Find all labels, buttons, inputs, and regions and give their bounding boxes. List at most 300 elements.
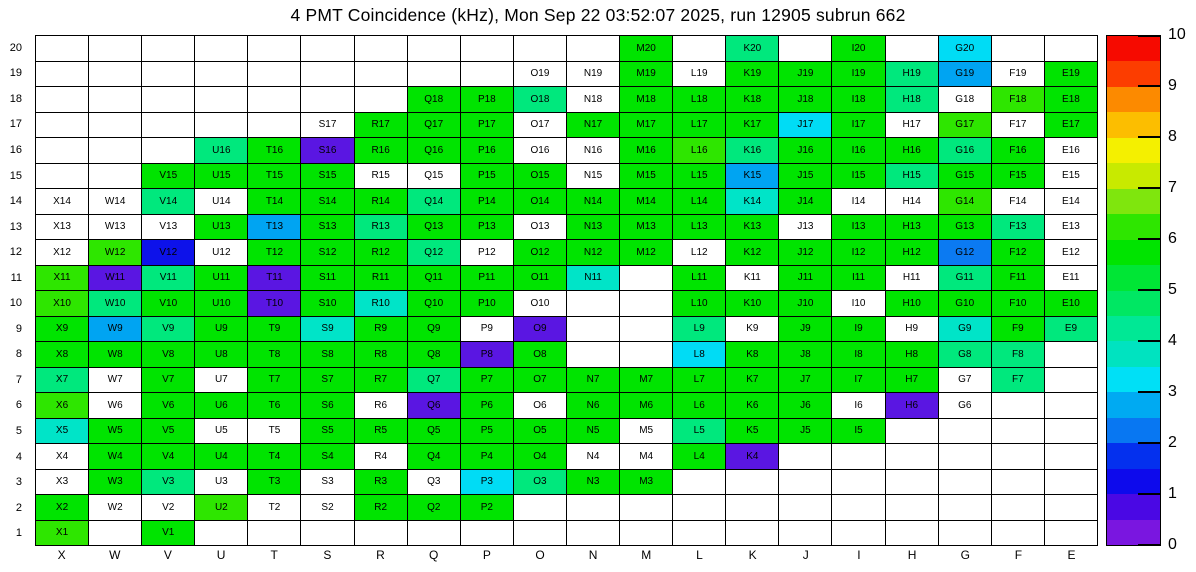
heatmap-cell-R4: R4 [355, 444, 408, 470]
heatmap-cell-T11: T11 [248, 266, 301, 292]
heatmap-cell-L11: L11 [673, 266, 726, 292]
heatmap-cell-empty [142, 87, 195, 113]
heatmap-cell-U6: U6 [195, 393, 248, 419]
heatmap-cell-empty [620, 521, 673, 547]
heatmap-cell-empty [992, 470, 1045, 496]
heatmap-cell-J14: J14 [779, 189, 832, 215]
heatmap-cell-X4: X4 [36, 444, 89, 470]
heatmap-cell-empty [461, 521, 514, 547]
heatmap-cell-T10: T10 [248, 291, 301, 317]
heatmap-cell-E19: E19 [1045, 62, 1098, 88]
heatmap-cell-P15: P15 [461, 164, 514, 190]
heatmap-cell-empty [36, 62, 89, 88]
heatmap-cell-empty [832, 470, 885, 496]
heatmap-cell-X13: X13 [36, 215, 89, 241]
heatmap-cell-S8: S8 [301, 342, 354, 368]
heatmap-cell-O10: O10 [514, 291, 567, 317]
heatmap-cell-I18: I18 [832, 87, 885, 113]
heatmap-cell-G6: G6 [939, 393, 992, 419]
heatmap-cell-empty [142, 113, 195, 139]
colorbar-tick-0 [1138, 544, 1160, 546]
heatmap-cell-empty [1045, 419, 1098, 445]
heatmap-cell-empty [992, 521, 1045, 547]
heatmap-cell-empty [939, 444, 992, 470]
heatmap-cell-Q10: Q10 [408, 291, 461, 317]
heatmap-cell-N16: N16 [567, 138, 620, 164]
x-axis-label-Q: Q [429, 548, 439, 562]
colorbar-tick-7 [1138, 187, 1160, 189]
heatmap-cell-S11: S11 [301, 266, 354, 292]
heatmap-cell-empty [992, 36, 1045, 62]
heatmap-cell-X1: X1 [36, 521, 89, 547]
x-axis-label-K: K [748, 548, 757, 562]
heatmap-cell-empty [779, 470, 832, 496]
chart-title: 4 PMT Coincidence (kHz), Mon Sep 22 03:52:07 2025, run 12905 subrun 662 [290, 5, 906, 25]
heatmap-cell-K16: K16 [726, 138, 779, 164]
heatmap-cell-empty [89, 62, 142, 88]
heatmap-cell-K13: K13 [726, 215, 779, 241]
heatmap-cell-empty [832, 444, 885, 470]
heatmap-cell-L18: L18 [673, 87, 726, 113]
heatmap-cell-E11: E11 [1045, 266, 1098, 292]
heatmap-cell-K5: K5 [726, 419, 779, 445]
heatmap-cell-S9: S9 [301, 317, 354, 343]
heatmap-cell-L4: L4 [673, 444, 726, 470]
heatmap-cell-O4: O4 [514, 444, 567, 470]
heatmap-cell-O13: O13 [514, 215, 567, 241]
heatmap-cell-G11: G11 [939, 266, 992, 292]
heatmap-cell-V14: V14 [142, 189, 195, 215]
heatmap-cell-S17: S17 [301, 113, 354, 139]
heatmap-cell-O11: O11 [514, 266, 567, 292]
heatmap-cell-H6: H6 [886, 393, 939, 419]
heatmap-cell-P7: P7 [461, 368, 514, 394]
heatmap-cell-empty [89, 138, 142, 164]
heatmap-cell-empty [992, 393, 1045, 419]
heatmap-cell-O17: O17 [514, 113, 567, 139]
heatmap-cell-P4: P4 [461, 444, 514, 470]
heatmap-cell-empty [832, 521, 885, 547]
heatmap-cell-empty [142, 36, 195, 62]
heatmap-cell-N19: N19 [567, 62, 620, 88]
heatmap-cell-U10: U10 [195, 291, 248, 317]
heatmap-cell-empty [620, 495, 673, 521]
heatmap-cell-R13: R13 [355, 215, 408, 241]
y-axis-label-20: 20 [9, 41, 22, 54]
heatmap-cell-empty [832, 495, 885, 521]
heatmap-cell-empty [939, 419, 992, 445]
heatmap-cell-empty [726, 495, 779, 521]
heatmap-cell-M3: M3 [620, 470, 673, 496]
heatmap-cell-W5: W5 [89, 419, 142, 445]
heatmap-cell-O14: O14 [514, 189, 567, 215]
heatmap-cell-J5: J5 [779, 419, 832, 445]
heatmap-cell-E14: E14 [1045, 189, 1098, 215]
heatmap-cell-N11: N11 [567, 266, 620, 292]
heatmap-cell-empty [248, 521, 301, 547]
heatmap-cell-empty [992, 444, 1045, 470]
heatmap-cell-empty [461, 62, 514, 88]
x-axis-label-H: H [907, 548, 917, 562]
colorbar-band [1107, 240, 1160, 265]
heatmap-cell-G16: G16 [939, 138, 992, 164]
heatmap-cell-U4: U4 [195, 444, 248, 470]
heatmap-cell-empty [195, 521, 248, 547]
heatmap-cell-N18: N18 [567, 87, 620, 113]
heatmap-cell-U7: U7 [195, 368, 248, 394]
heatmap-cell-H13: H13 [886, 215, 939, 241]
heatmap-cell-J17: J17 [779, 113, 832, 139]
heatmap-cell-U12: U12 [195, 240, 248, 266]
x-axis-label-F: F [1014, 548, 1023, 562]
heatmap-cell-N4: N4 [567, 444, 620, 470]
heatmap-cell-V1: V1 [142, 521, 195, 547]
y-axis-label-4: 4 [15, 450, 22, 463]
heatmap-cell-I13: I13 [832, 215, 885, 241]
heatmap-cell-N15: N15 [567, 164, 620, 190]
colorbar-tick-1 [1138, 493, 1160, 495]
x-axis-label-G: G [960, 548, 970, 562]
heatmap-cell-U15: U15 [195, 164, 248, 190]
heatmap-cell-F19: F19 [992, 62, 1045, 88]
heatmap-cell-M7: M7 [620, 368, 673, 394]
heatmap-cell-J12: J12 [779, 240, 832, 266]
heatmap-cell-L15: L15 [673, 164, 726, 190]
heatmap-cell-N14: N14 [567, 189, 620, 215]
heatmap-cell-F8: F8 [992, 342, 1045, 368]
heatmap-cell-F12: F12 [992, 240, 1045, 266]
heatmap-cell-S16: S16 [301, 138, 354, 164]
heatmap-cell-empty [1045, 521, 1098, 547]
heatmap-cell-O18: O18 [514, 87, 567, 113]
heatmap-cell-E9: E9 [1045, 317, 1098, 343]
heatmap-cell-empty [142, 138, 195, 164]
heatmap-cell-X14: X14 [36, 189, 89, 215]
heatmap-cell-K10: K10 [726, 291, 779, 317]
heatmap-cell-E10: E10 [1045, 291, 1098, 317]
colorbar-tick-4 [1138, 340, 1160, 342]
heatmap-cell-P12: P12 [461, 240, 514, 266]
heatmap-cell-empty [726, 521, 779, 547]
colorbar-band [1107, 112, 1160, 137]
heatmap-cell-U5: U5 [195, 419, 248, 445]
heatmap-cell-L13: L13 [673, 215, 726, 241]
heatmap-cell-Q12: Q12 [408, 240, 461, 266]
heatmap-cell-T8: T8 [248, 342, 301, 368]
heatmap-cell-K20: K20 [726, 36, 779, 62]
heatmap-cell-Q4: Q4 [408, 444, 461, 470]
heatmap-cell-Q8: Q8 [408, 342, 461, 368]
heatmap-cell-empty [89, 36, 142, 62]
heatmap-cell-empty [248, 62, 301, 88]
heatmap-cell-R15: R15 [355, 164, 408, 190]
heatmap-cell-Q5: Q5 [408, 419, 461, 445]
heatmap-cell-empty [195, 62, 248, 88]
heatmap-cell-H17: H17 [886, 113, 939, 139]
heatmap-cell-R5: R5 [355, 419, 408, 445]
heatmap-cell-K14: K14 [726, 189, 779, 215]
heatmap-cell-H8: H8 [886, 342, 939, 368]
heatmap-cell-H15: H15 [886, 164, 939, 190]
heatmap-cell-S14: S14 [301, 189, 354, 215]
heatmap-cell-empty [36, 36, 89, 62]
heatmap-cell-W4: W4 [89, 444, 142, 470]
heatmap-cell-I9: I9 [832, 317, 885, 343]
heatmap-cell-empty [992, 419, 1045, 445]
heatmap-cell-T15: T15 [248, 164, 301, 190]
heatmap-cell-G12: G12 [939, 240, 992, 266]
heatmap-cell-Q15: Q15 [408, 164, 461, 190]
heatmap-cell-M15: M15 [620, 164, 673, 190]
heatmap-cell-R16: R16 [355, 138, 408, 164]
heatmap-cell-I17: I17 [832, 113, 885, 139]
heatmap-cell-T4: T4 [248, 444, 301, 470]
heatmap-cell-S5: S5 [301, 419, 354, 445]
heatmap-cell-P13: P13 [461, 215, 514, 241]
heatmap-cell-E16: E16 [1045, 138, 1098, 164]
x-axis-label-I: I [857, 548, 861, 562]
colorbar-tick-6 [1138, 238, 1160, 240]
heatmap-cell-T5: T5 [248, 419, 301, 445]
colorbar-tick-3 [1138, 391, 1160, 393]
heatmap-cell-W8: W8 [89, 342, 142, 368]
heatmap-cell-empty [567, 342, 620, 368]
y-axis-label-14: 14 [9, 195, 22, 208]
heatmap-cell-empty [355, 87, 408, 113]
heatmap-cell-empty [301, 36, 354, 62]
colorbar-band [1107, 469, 1160, 494]
x-axis-label-R: R [376, 548, 385, 562]
heatmap-cell-K8: K8 [726, 342, 779, 368]
heatmap-cell-L17: L17 [673, 113, 726, 139]
colorbar-tick-2 [1138, 442, 1160, 444]
heatmap-cell-T16: T16 [248, 138, 301, 164]
heatmap-cell-S10: S10 [301, 291, 354, 317]
heatmap-cell-empty [514, 521, 567, 547]
colorbar-tick-label-8: 8 [1168, 128, 1177, 145]
heatmap-cell-K17: K17 [726, 113, 779, 139]
y-axis-label-17: 17 [9, 118, 22, 131]
heatmap-cell-X7: X7 [36, 368, 89, 394]
heatmap-cell-O15: O15 [514, 164, 567, 190]
heatmap-cell-R11: R11 [355, 266, 408, 292]
heatmap-cell-E13: E13 [1045, 215, 1098, 241]
heatmap-cell-T12: T12 [248, 240, 301, 266]
y-axis-label-6: 6 [15, 399, 22, 412]
y-axis-label-5: 5 [15, 424, 22, 437]
heatmap-cell-empty [89, 113, 142, 139]
heatmap-cell-empty [567, 495, 620, 521]
heatmap-cell-empty [355, 36, 408, 62]
heatmap-cell-I20: I20 [832, 36, 885, 62]
heatmap-cell-empty [1045, 393, 1098, 419]
heatmap-cell-empty [408, 521, 461, 547]
colorbar-tick-label-6: 6 [1168, 230, 1177, 247]
heatmap-cell-J6: J6 [779, 393, 832, 419]
colorbar-band [1107, 87, 1160, 112]
y-axis-label-8: 8 [15, 348, 22, 361]
heatmap-cell-empty [355, 521, 408, 547]
heatmap-cell-Q18: Q18 [408, 87, 461, 113]
heatmap-cell-J15: J15 [779, 164, 832, 190]
heatmap-cell-F14: F14 [992, 189, 1045, 215]
heatmap-cell-W2: W2 [89, 495, 142, 521]
y-axis-label-2: 2 [15, 501, 22, 514]
heatmap-cell-R17: R17 [355, 113, 408, 139]
colorbar-band [1107, 291, 1160, 316]
heatmap-cell-Q3: Q3 [408, 470, 461, 496]
heatmap-cell-empty [89, 164, 142, 190]
heatmap-cell-G20: G20 [939, 36, 992, 62]
heatmap-cell-empty [89, 521, 142, 547]
heatmap-cell-T2: T2 [248, 495, 301, 521]
colorbar-tick-label-10: 10 [1168, 26, 1186, 43]
heatmap-cell-T3: T3 [248, 470, 301, 496]
heatmap-cell-V6: V6 [142, 393, 195, 419]
heatmap-cell-V5: V5 [142, 419, 195, 445]
heatmap-cell-U2: U2 [195, 495, 248, 521]
heatmap-cell-O19: O19 [514, 62, 567, 88]
heatmap-cell-empty [36, 138, 89, 164]
heatmap-cell-empty [1045, 368, 1098, 394]
heatmap-cell-F15: F15 [992, 164, 1045, 190]
heatmap-cell-empty [301, 87, 354, 113]
heatmap-cell-empty [301, 62, 354, 88]
heatmap-cell-V13: V13 [142, 215, 195, 241]
heatmap-cell-K7: K7 [726, 368, 779, 394]
colorbar-tick-label-2: 2 [1168, 434, 1177, 451]
heatmap-cell-J13: J13 [779, 215, 832, 241]
heatmap-cell-X2: X2 [36, 495, 89, 521]
heatmap-cell-O8: O8 [514, 342, 567, 368]
heatmap-cell-T14: T14 [248, 189, 301, 215]
heatmap-cell-W7: W7 [89, 368, 142, 394]
heatmap-cell-N12: N12 [567, 240, 620, 266]
heatmap-cell-J16: J16 [779, 138, 832, 164]
heatmap-cell-K19: K19 [726, 62, 779, 88]
heatmap-cell-S13: S13 [301, 215, 354, 241]
heatmap-cell-empty [886, 444, 939, 470]
heatmap-cell-empty [567, 317, 620, 343]
heatmap-cell-empty [195, 36, 248, 62]
heatmap-cell-M12: M12 [620, 240, 673, 266]
heatmap-cell-K6: K6 [726, 393, 779, 419]
heatmap-cell-empty [461, 36, 514, 62]
heatmap-cell-L5: L5 [673, 419, 726, 445]
heatmap-cell-I11: I11 [832, 266, 885, 292]
colorbar-band [1107, 494, 1160, 519]
heatmap-cell-O6: O6 [514, 393, 567, 419]
y-axis-label-7: 7 [15, 373, 22, 386]
heatmap-cell-F10: F10 [992, 291, 1045, 317]
heatmap-cell-M18: M18 [620, 87, 673, 113]
heatmap-cell-S4: S4 [301, 444, 354, 470]
heatmap-cell-Q17: Q17 [408, 113, 461, 139]
heatmap-cell-W6: W6 [89, 393, 142, 419]
heatmap-cell-empty [142, 62, 195, 88]
heatmap-cell-R10: R10 [355, 291, 408, 317]
heatmap-cell-R7: R7 [355, 368, 408, 394]
heatmap-cell-P10: P10 [461, 291, 514, 317]
heatmap-cell-H18: H18 [886, 87, 939, 113]
heatmap-cell-N3: N3 [567, 470, 620, 496]
heatmap-cell-H10: H10 [886, 291, 939, 317]
colorbar-band [1107, 163, 1160, 188]
heatmap-cell-V8: V8 [142, 342, 195, 368]
heatmap-cell-empty [939, 521, 992, 547]
heatmap-grid [35, 35, 1098, 546]
x-axis-label-X: X [57, 548, 66, 562]
heatmap-cell-K9: K9 [726, 317, 779, 343]
heatmap-cell-Q9: Q9 [408, 317, 461, 343]
y-axis [0, 35, 29, 546]
colorbar-tick-label-1: 1 [1168, 485, 1177, 502]
heatmap-cell-empty [673, 495, 726, 521]
heatmap-cell-Q6: Q6 [408, 393, 461, 419]
heatmap-cell-X10: X10 [36, 291, 89, 317]
heatmap-cell-M19: M19 [620, 62, 673, 88]
heatmap-cell-U14: U14 [195, 189, 248, 215]
heatmap-cell-G14: G14 [939, 189, 992, 215]
heatmap-cell-empty [673, 36, 726, 62]
y-axis-label-9: 9 [15, 322, 22, 335]
heatmap-cell-I12: I12 [832, 240, 885, 266]
y-axis-label-12: 12 [9, 246, 22, 259]
heatmap-cell-W9: W9 [89, 317, 142, 343]
colorbar-tick-8 [1138, 136, 1160, 138]
heatmap-cell-H12: H12 [886, 240, 939, 266]
heatmap-cell-M14: M14 [620, 189, 673, 215]
colorbar-band [1107, 36, 1160, 61]
heatmap-cell-J19: J19 [779, 62, 832, 88]
x-axis-label-M: M [641, 548, 652, 562]
heatmap-cell-N6: N6 [567, 393, 620, 419]
heatmap-cell-empty [939, 495, 992, 521]
heatmap-cell-I5: I5 [832, 419, 885, 445]
x-axis-label-U: U [216, 548, 226, 562]
colorbar-band [1107, 61, 1160, 86]
heatmap-cell-empty [1045, 444, 1098, 470]
heatmap-cell-I14: I14 [832, 189, 885, 215]
x-axis [35, 548, 1098, 566]
colorbar-tick-5 [1138, 289, 1160, 291]
heatmap-cell-V11: V11 [142, 266, 195, 292]
heatmap-cell-U13: U13 [195, 215, 248, 241]
heatmap-cell-empty [36, 87, 89, 113]
heatmap-cell-M17: M17 [620, 113, 673, 139]
heatmap-cell-G13: G13 [939, 215, 992, 241]
colorbar-band [1107, 138, 1160, 163]
heatmap-cell-X6: X6 [36, 393, 89, 419]
colorbar-band [1107, 367, 1160, 392]
colorbar-tick-9 [1138, 85, 1160, 87]
heatmap-cell-L10: L10 [673, 291, 726, 317]
heatmap-cell-E15: E15 [1045, 164, 1098, 190]
heatmap-cell-W11: W11 [89, 266, 142, 292]
heatmap-cell-M16: M16 [620, 138, 673, 164]
heatmap-cell-M13: M13 [620, 215, 673, 241]
heatmap-cell-K11: K11 [726, 266, 779, 292]
heatmap-cell-I7: I7 [832, 368, 885, 394]
heatmap-cell-T9: T9 [248, 317, 301, 343]
heatmap-cell-empty [408, 62, 461, 88]
heatmap-cell-H16: H16 [886, 138, 939, 164]
colorbar-band [1107, 189, 1160, 214]
heatmap-cell-empty [567, 36, 620, 62]
y-axis-label-16: 16 [9, 143, 22, 156]
heatmap-cell-Q14: Q14 [408, 189, 461, 215]
heatmap-cell-F16: F16 [992, 138, 1045, 164]
